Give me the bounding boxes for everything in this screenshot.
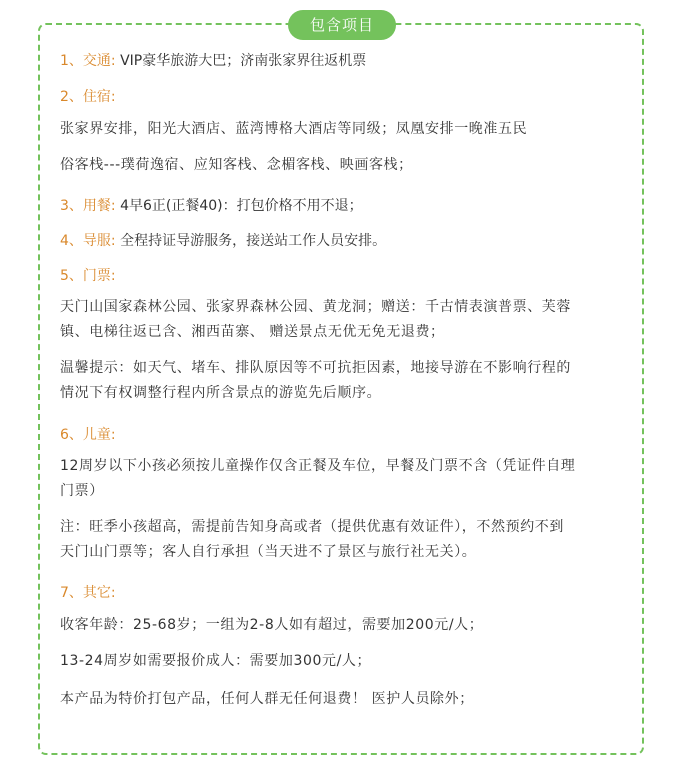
tickets-label: 5、门票: — [60, 268, 116, 284]
lodging-label: 2、住宿: — [60, 89, 116, 105]
lodging-line-2: 俗客栈---璞荷逸宿、应知客栈、念楣客栈、映画客栈； — [60, 157, 413, 173]
meals-row — [60, 193, 630, 219]
meals-label: 3、用餐: — [60, 198, 116, 214]
tickets-notice-2: 情况下有权调整行程内所含景点的游览先后顺序。 — [60, 385, 382, 401]
children-line-1: 12周岁以下小孩必须按儿童操作仅含正餐及车位，早餐及门票不含（凭证件自理 — [60, 458, 576, 474]
children-label: 6、儿童: — [60, 427, 116, 443]
guide-text: 全程持证导游服务，接送站工作人员安排。 — [120, 233, 387, 249]
lodging-line-1: 张家界安排，阳光大酒店、蓝湾博格大酒店等同级；凤凰安排一晚准五民 — [60, 121, 528, 137]
transport-row — [60, 48, 630, 74]
other-line-2: 13-24周岁如需要报价成人：需要加300元/人； — [60, 653, 372, 669]
tickets-notice-1: 温馨提示：如天气、堵车、排队原因等不可抗拒因素，地接导游在不影响行程的 — [60, 360, 571, 376]
tickets-line-2: 镇、电梯往返已含、湘西苗寨、 赠送景点无优无免无退费； — [60, 324, 445, 340]
section-title-badge: 包含项目 — [288, 10, 396, 40]
guide-label: 4、导服: — [60, 233, 116, 249]
tickets-line-1: 天门山国家森林公园、张家界森林公园、黄龙洞；赠送：千古情表演普票、芙蓉 — [60, 299, 571, 315]
guide-row — [60, 228, 630, 254]
other-label: 7、其它: — [60, 585, 116, 601]
meals-text: 4早6正(正餐40)：打包价格不用不退； — [120, 198, 363, 214]
other-line-3: 本产品为特价打包产品，任何人群无任何退费！ 医护人员除外； — [60, 691, 474, 707]
transport-label: 1、交通: — [60, 53, 116, 69]
transport-text: VIP豪华旅游大巴；济南张家界往返机票 — [120, 53, 367, 69]
children-note-2: 天门山门票等；客人自行承担（当天进不了景区与旅行社无关）。 — [60, 544, 477, 560]
children-line-2: 门票） — [60, 483, 104, 499]
other-line-1: 收客年龄：25-68岁；一组为2-8人如有超过，需要加200元/人； — [60, 617, 484, 633]
children-note-1: 注：旺季小孩超高，需提前告知身高或者（提供优惠有效证件），不然预约不到 — [60, 519, 564, 535]
